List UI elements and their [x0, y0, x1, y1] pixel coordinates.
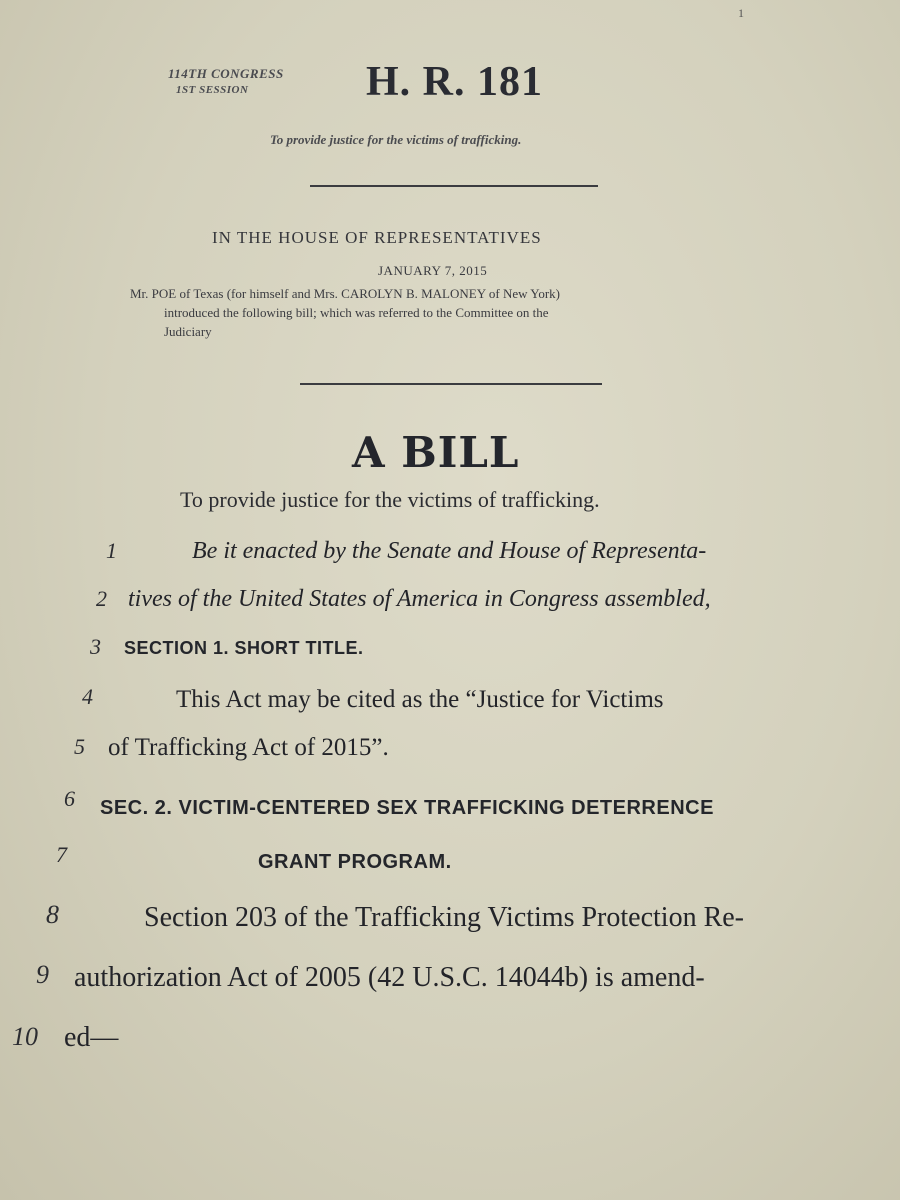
line-number: 8	[46, 900, 59, 929]
intro-line-1: Mr. POE of Texas (for himself and Mrs. CAROLYN B. MALONEY of New York)	[130, 286, 561, 301]
bill-number: H. R. 181	[366, 59, 543, 105]
intro-line-2: introduced the following bill; which was referred to the Committee on the	[164, 305, 549, 320]
house-heading: IN THE HOUSE OF REPRESENTATIVES	[212, 228, 542, 247]
bill-line-text: ed—	[64, 1022, 119, 1053]
bill-line-text: authorization Act of 2005 (42 U.S.C. 14044b) is amend-	[74, 962, 705, 993]
line-number: 10	[12, 1022, 38, 1051]
bill-subtitle: To provide justice for the victims of trafficking.	[270, 132, 522, 147]
bill-line-text: of Trafficking Act of 2015”.	[108, 734, 389, 761]
bill-line-text: This Act may be cited as the “Justice for Victims	[176, 686, 664, 713]
line-number: 3	[90, 634, 101, 659]
header-divider	[310, 185, 598, 187]
section-heading: GRANT PROGRAM.	[258, 851, 452, 873]
bill-line-text: tives of the United States of America in Congress assembled,	[128, 586, 711, 612]
congress-session	[168, 66, 284, 98]
line-number: 1	[106, 538, 117, 563]
line-number: 2	[96, 586, 107, 611]
bill-tagline: To provide justice for the victims of trafficking.	[180, 487, 600, 512]
section-heading: SEC. 2. VICTIM-CENTERED SEX TRAFFICKING DETERRENCE	[100, 797, 714, 819]
bill-heading: A BILL	[352, 428, 520, 477]
line-number: 9	[36, 960, 49, 989]
section-heading: SECTION 1. SHORT TITLE.	[124, 638, 364, 658]
page-mark: 1	[738, 6, 744, 20]
intro-divider	[300, 383, 602, 385]
session-label: 1ST SESSION	[176, 84, 249, 96]
line-number: 4	[82, 684, 93, 709]
bill-line-text: Section 203 of the Trafficking Victims Protection Re-	[144, 902, 745, 933]
congress-label: 114TH CONGRESS	[168, 66, 284, 81]
bill-line-text: Be it enacted by the Senate and House of Representa-	[192, 538, 707, 564]
introduction-text	[130, 284, 790, 341]
line-number: 7	[56, 842, 67, 867]
intro-line-3: Judiciary	[164, 324, 212, 339]
line-number: 6	[64, 786, 75, 811]
line-number: 5	[74, 734, 85, 759]
introduction-date: JANUARY 7, 2015	[378, 263, 488, 278]
